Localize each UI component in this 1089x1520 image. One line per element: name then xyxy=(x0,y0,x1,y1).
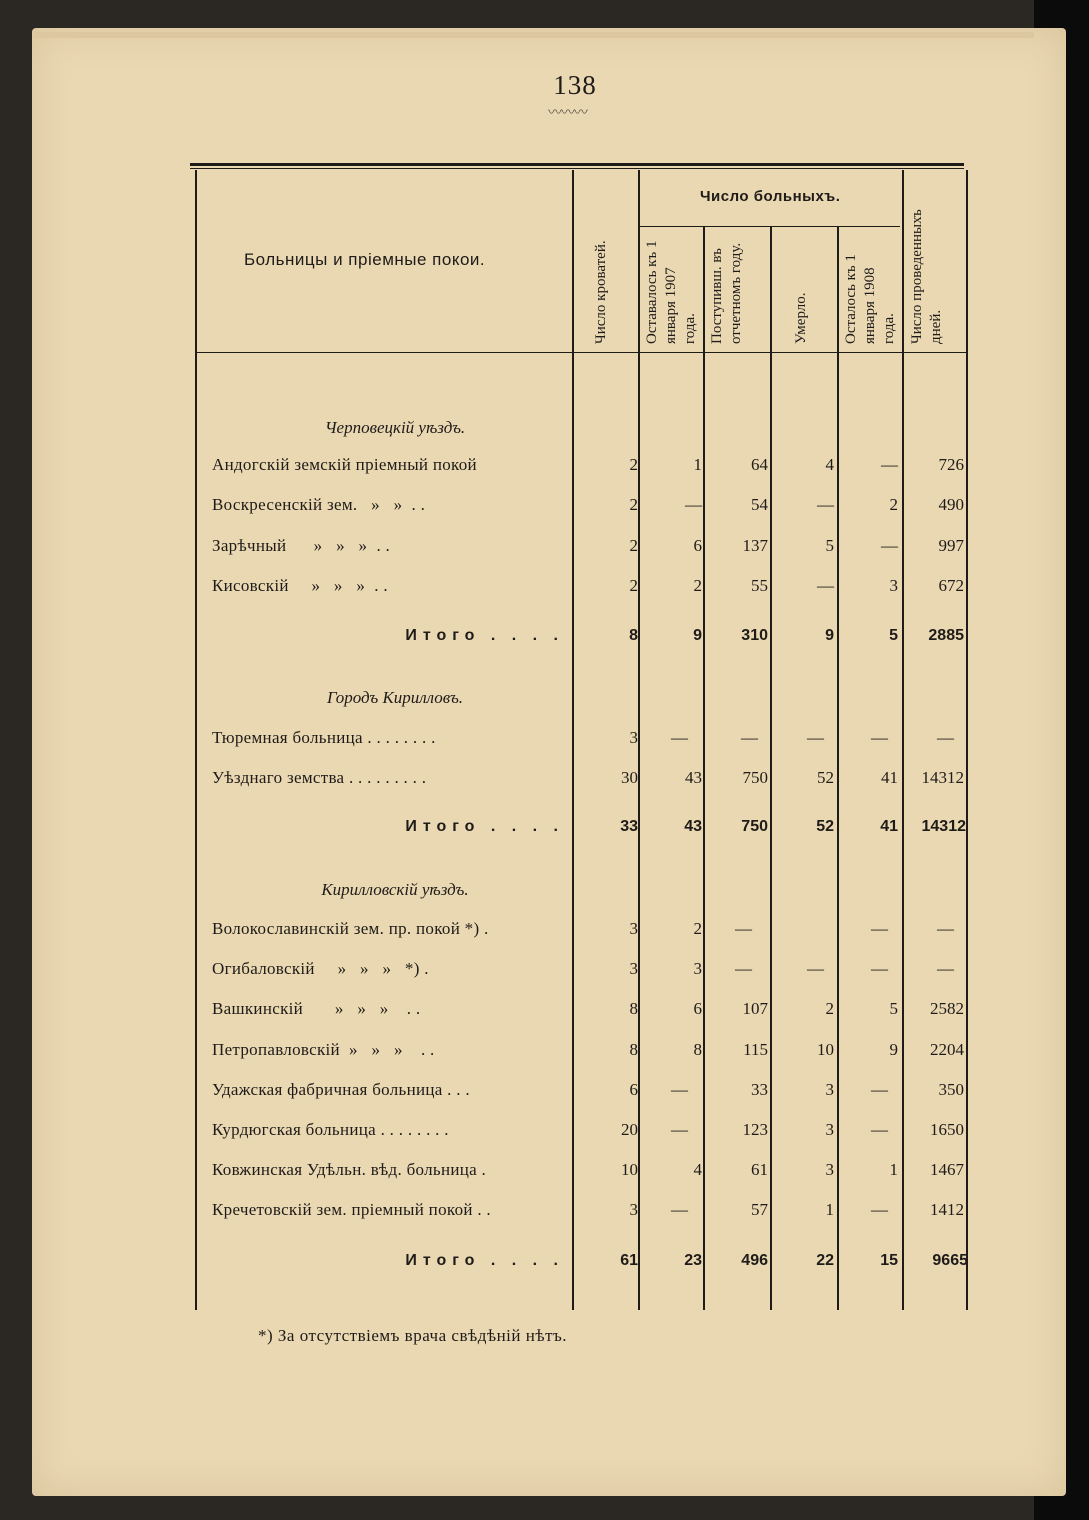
cell-died: 52 xyxy=(816,818,834,835)
total-label: Итого . . . . xyxy=(405,818,564,835)
cell-r1908: — xyxy=(871,1120,888,1139)
section-title: Городъ Кирилловъ. xyxy=(326,688,464,707)
cell-r1908: 15 xyxy=(880,1252,898,1269)
cell-died: — xyxy=(807,959,824,978)
cell-days: 14312 xyxy=(921,768,964,787)
table-row xyxy=(212,1160,972,1184)
cell-days: 1467 xyxy=(930,1160,964,1179)
cell-beds: 3 xyxy=(629,919,638,938)
cell-admitted: 123 xyxy=(742,1120,768,1139)
total-row xyxy=(212,1252,972,1276)
row-name: Волокославинскій зем. пр. покой *) . xyxy=(212,919,489,938)
total-row xyxy=(212,818,972,842)
cell-died: 3 xyxy=(825,1160,834,1179)
cell-admitted: 750 xyxy=(741,818,768,835)
cell-beds: 2 xyxy=(629,455,638,474)
cell-beds: 2 xyxy=(629,536,638,555)
cell-r1907: 4 xyxy=(693,1160,702,1179)
cell-admitted: — xyxy=(741,728,758,747)
cell-died: — xyxy=(807,728,824,747)
cell-r1908: — xyxy=(871,959,888,978)
cell-r1907: 23 xyxy=(684,1252,702,1269)
table-row xyxy=(212,1200,972,1224)
cell-r1907: 6 xyxy=(693,999,702,1018)
total-row xyxy=(212,627,972,651)
cell-r1908: 41 xyxy=(881,768,898,787)
table-row xyxy=(212,536,972,560)
cell-days: 2582 xyxy=(930,999,964,1018)
table-row xyxy=(212,455,972,479)
header-admitted: Поступивш. въ отчетномъ году. xyxy=(709,242,744,344)
cell-beds: 3 xyxy=(629,1200,638,1219)
table-top-rule-thin xyxy=(190,168,964,169)
cell-days: — xyxy=(937,919,954,938)
cell-r1907: 1 xyxy=(693,455,702,474)
table-top-rule xyxy=(190,163,964,166)
cell-beds: 8 xyxy=(629,999,638,1018)
cell-r1908: 2 xyxy=(889,495,898,514)
cell-r1907: 43 xyxy=(685,768,702,787)
cell-died: 3 xyxy=(825,1080,834,1099)
cell-died: — xyxy=(817,576,834,595)
cell-r1908: 9 xyxy=(889,1040,898,1059)
cell-r1907: 43 xyxy=(684,818,702,835)
cell-r1908: — xyxy=(871,1080,888,1099)
row-name: Тюремная больница . . . . . . . . xyxy=(212,728,436,747)
table-row xyxy=(212,959,972,983)
cell-died: — xyxy=(817,495,834,514)
cell-r1907: — xyxy=(671,1120,688,1139)
cell-beds: 3 xyxy=(629,959,638,978)
cell-days: 1650 xyxy=(930,1120,964,1139)
table-row xyxy=(212,999,972,1023)
column-line-left xyxy=(195,170,197,1310)
table-row xyxy=(212,576,972,600)
page-number: 138 xyxy=(553,70,597,100)
cell-beds: 6 xyxy=(629,1080,638,1099)
row-name: Петропавловскій » » » . . xyxy=(212,1040,435,1059)
header-beds: Число кроватей. xyxy=(593,240,609,344)
table-row xyxy=(212,1120,972,1144)
table-row xyxy=(212,1080,972,1104)
cell-r1907: 6 xyxy=(693,536,702,555)
cell-r1908: 1 xyxy=(889,1160,898,1179)
cell-r1907: — xyxy=(671,1080,688,1099)
cell-admitted: 310 xyxy=(741,627,768,644)
cell-r1907: 2 xyxy=(693,576,702,595)
cell-days: 14312 xyxy=(921,818,966,835)
cell-admitted: 750 xyxy=(742,768,768,787)
table-row xyxy=(212,919,972,943)
cell-r1907: 2 xyxy=(693,919,702,938)
cell-days: — xyxy=(937,959,954,978)
cell-r1908: 3 xyxy=(889,576,898,595)
cell-days: 672 xyxy=(938,576,964,595)
cell-days: 726 xyxy=(938,455,964,474)
page-edge xyxy=(34,32,1034,38)
cell-beds: 33 xyxy=(620,818,638,835)
cell-days: 2204 xyxy=(930,1040,964,1059)
cell-died: 2 xyxy=(825,999,834,1018)
row-name: Кречетовскій зем. пріемный покой . . xyxy=(212,1200,491,1219)
table-row xyxy=(212,728,972,752)
table-row xyxy=(212,1040,972,1064)
row-name: Зарѣчный » » » . . xyxy=(212,536,391,555)
header-remained-1907: Оставалось къ 1 января 1907 года. xyxy=(644,240,698,344)
header-patients-group: Число больныхъ. xyxy=(700,188,841,205)
cell-died: 22 xyxy=(816,1252,834,1269)
cell-beds: 10 xyxy=(621,1160,638,1179)
cell-r1908: — xyxy=(871,1200,888,1219)
cell-r1908: 5 xyxy=(889,627,898,644)
row-name: Удажская фабричная больница . . . xyxy=(212,1080,470,1099)
total-label: Итого . . . . xyxy=(405,627,564,644)
cell-beds: 2 xyxy=(629,576,638,595)
cell-admitted: 55 xyxy=(751,576,768,595)
cell-died: 1 xyxy=(825,1200,834,1219)
cell-beds: 8 xyxy=(629,627,638,644)
cell-days: 350 xyxy=(938,1080,964,1099)
row-name: Андогскій земскій пріемный покой xyxy=(212,455,477,474)
cell-died: 5 xyxy=(825,536,834,555)
header-days: Число проведенныхъ дней. xyxy=(909,209,944,344)
cell-beds: 2 xyxy=(629,495,638,514)
cell-r1907: — xyxy=(671,1200,688,1219)
row-name: Вашкинскій » » » . . xyxy=(212,999,421,1018)
header-died: Умерло. xyxy=(793,292,809,344)
cell-beds: 30 xyxy=(621,768,638,787)
cell-days: 2885 xyxy=(928,627,964,644)
cell-admitted: 115 xyxy=(743,1040,768,1059)
cell-r1908: — xyxy=(871,919,888,938)
cell-days: 1412 xyxy=(930,1200,964,1219)
cell-r1907: — xyxy=(685,495,702,514)
cell-days: 9665 xyxy=(932,1252,968,1269)
table-row xyxy=(212,768,972,792)
total-label: Итого . . . . xyxy=(405,1252,564,1269)
row-name: Курдюгская больница . . . . . . . . xyxy=(212,1120,449,1139)
cell-beds: 20 xyxy=(621,1120,638,1139)
cell-admitted: 496 xyxy=(741,1252,768,1269)
row-name: Уѣзднаго земства . . . . . . . . . xyxy=(212,768,427,787)
cell-admitted: 137 xyxy=(742,536,768,555)
page-number-ornament: 〰〰〰 xyxy=(548,106,587,121)
section-title: Черповецкій уѣздъ. xyxy=(324,418,466,437)
cell-r1907: — xyxy=(671,728,688,747)
cell-days: 490 xyxy=(938,495,964,514)
row-name: Воскресенскій зем. » » . . xyxy=(212,495,426,514)
cell-beds: 3 xyxy=(629,728,638,747)
cell-days: — xyxy=(937,728,954,747)
cell-admitted: — xyxy=(735,959,752,978)
group-header-rule xyxy=(638,226,900,227)
cell-died: 4 xyxy=(825,455,834,474)
cell-beds: 61 xyxy=(620,1252,638,1269)
cell-r1907: 3 xyxy=(693,959,702,978)
cell-days: 997 xyxy=(938,536,964,555)
cell-admitted: 64 xyxy=(751,455,768,474)
cell-r1907: 9 xyxy=(693,627,702,644)
row-name: Кисовскій » » » . . xyxy=(212,576,388,595)
header-hospitals: Больницы и пріемные покои. xyxy=(244,250,486,269)
cell-r1908: — xyxy=(881,455,898,474)
cell-admitted: 54 xyxy=(751,495,768,514)
cell-beds: 8 xyxy=(629,1040,638,1059)
cell-admitted: 33 xyxy=(751,1080,768,1099)
cell-admitted: 61 xyxy=(751,1160,768,1179)
cell-r1908: — xyxy=(871,728,888,747)
header-remained-1908: Осталось къ 1 января 1908 года. xyxy=(843,254,897,344)
row-name: Ковжинская Удѣльн. вѣд. больница . xyxy=(212,1160,487,1179)
section-title: Кирилловскій уѣздъ. xyxy=(321,880,469,899)
cell-admitted: 57 xyxy=(751,1200,768,1219)
cell-died: 9 xyxy=(825,627,834,644)
cell-r1908: — xyxy=(881,536,898,555)
table-row xyxy=(212,495,972,519)
cell-died: 52 xyxy=(817,768,834,787)
cell-admitted: 107 xyxy=(742,999,768,1018)
header-separator xyxy=(196,352,966,353)
footnote: *) За отсутствіемъ врача свѣдѣній нѣтъ. xyxy=(258,1326,568,1345)
cell-admitted: — xyxy=(735,919,752,938)
cell-r1907: 8 xyxy=(693,1040,702,1059)
cell-died: 10 xyxy=(817,1040,834,1059)
row-name: Огибаловскій » » » *) . xyxy=(212,959,429,978)
cell-died: 3 xyxy=(825,1120,834,1139)
cell-r1908: 5 xyxy=(889,999,898,1018)
cell-r1908: 41 xyxy=(880,818,898,835)
